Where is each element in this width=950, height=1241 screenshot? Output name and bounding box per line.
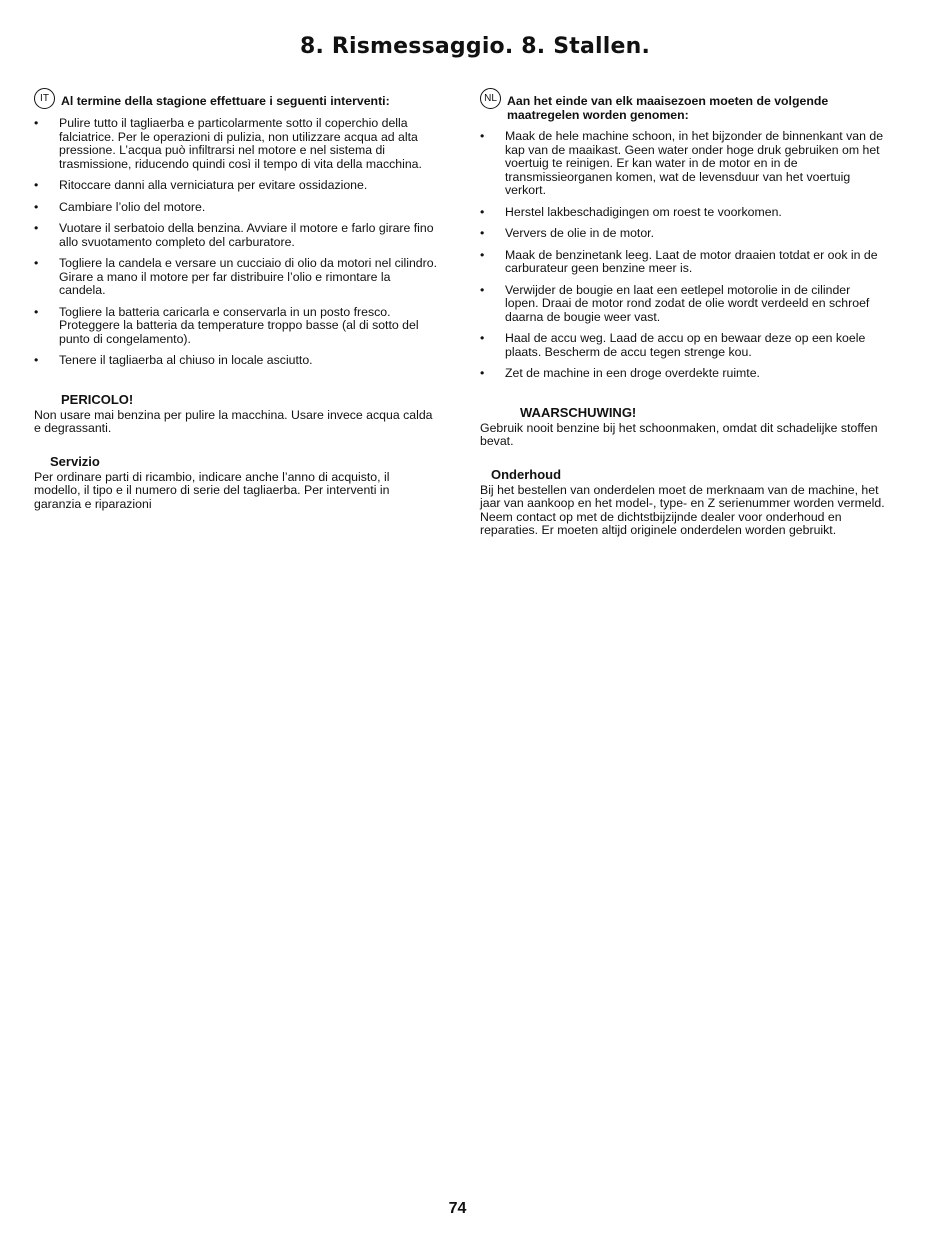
list-item [480,284,886,325]
list-item-text: Togliere la candela e versare un cucciaio di olio da motori nel cilindro. Girare a mano il motore per far distribuire l’olio e rimontare la candela. [59,256,437,297]
italian-intro-text: Al termine della stagione effettuare i seguenti interventi: [61,94,390,108]
list-item-text: Maak de hele machine schoon, in het bijzonder de binnenkant van de kap van de maaikast. Geen water onder hoge druk gebruiken om het voertuig te reinigen. Er kan water in de motor en in de transmissieorganen komen, wat de levensduur van het voertuig verkort. [505,129,884,197]
list-item-text: Verwijder de bougie en laat een eetlepel motorolie in de cilinder lopen. Draai de motor rond zodat de olie wordt verdeeld en schroef daarna de bougie weer vast. [505,282,870,324]
maintenance-text: Bij het bestellen van onderdelen moet de merknaam van de machine, het jaar van aankoop en het model-, type- en Z serienummer worden vermeld. Neem contact op met de dichtstbijzijnde dealer voor onderhoud en reparaties. Er moeten altijd originele onderdelen worden gebruikt. [480,482,885,537]
bullet-icon: • [34,199,39,214]
bullet-icon: • [34,353,39,367]
bullet-icon: • [34,178,39,192]
danger-heading: PERICOLO! [61,391,134,407]
bullet-icon: • [480,226,485,240]
dutch-intro [480,88,886,122]
danger-text: Non usare mai benzina per pulire la macchina. Usare invece acqua calda e degrassanti. [34,407,433,435]
list-item [34,257,438,298]
bullet-icon: • [34,116,39,130]
maintenance-heading: Onderhoud [491,466,562,482]
list-item-text: Zet de machine in een droge overdekte ruimte. [505,366,760,380]
language-badge-it: IT [34,88,55,109]
page-number: 74 [448,1200,467,1217]
italian-column [34,88,438,511]
service-heading: Servizio [50,453,100,469]
list-item [480,206,886,220]
list-item-text: Cambiare l’olio del motore. [59,199,206,214]
list-item-text: Ververs de olie in de motor. [505,226,655,240]
list-item [480,130,886,198]
bullet-icon: • [34,304,39,319]
list-item [34,201,438,215]
bullet-icon: • [480,331,485,345]
service-text: Per ordinare parti di ricambio, indicare anche l’anno di acquisto, il modello, il tipo e il numero di serie del tagliaerba. Per interventi in garanzia e riparazioni [34,469,390,511]
dutch-column [480,88,886,538]
list-item-text: Tenere il tagliaerba al chiuso in locale asciutto. [59,353,313,367]
warning-text: Gebruik nooit benzine bij het schoonmaken, omdat dit schadelijke stoffen bevat. [480,420,878,448]
bullet-icon: • [34,221,39,235]
bullet-icon: • [480,282,485,297]
list-item-text: Ritoccare danni alla verniciatura per evitare ossidazione. [59,178,368,192]
list-item-text: Vuotare il serbatoio della benzina. Avviare il motore e farlo girare fino allo svuotamento completo del carburatore. [59,221,434,249]
list-item [34,222,438,249]
dutch-bullet-list [480,130,886,381]
bullet-icon: • [480,204,485,219]
language-badge-nl: NL [480,88,501,109]
list-item-text: Herstel lakbeschadigingen om roest te voorkomen. [505,204,782,219]
bullet-icon: • [480,366,485,380]
list-item [34,179,438,193]
bullet-icon: • [34,256,39,270]
warning-heading: WAARSCHUWING! [520,404,637,420]
list-item-text: Pulire tutto il tagliaerba e particolarmente sotto il coperchio della falciatrice. Per le operazioni di pulizia, non utilizzare acqua ad alta pressione. L’acqua può infiltrarsi nel motore e nel sistema di trasmissione, riducendo quindi così il tempo di vita della macchina. [59,116,422,171]
bullet-icon: • [480,129,485,143]
list-item [480,249,886,276]
list-item [480,332,886,359]
list-item [34,306,438,347]
bullet-icon: • [480,247,485,262]
dutch-intro-text: Aan het einde van elk maaisezoen moeten de volgende maatregelen worden genomen: [507,94,829,122]
list-item-text: Togliere la batteria caricarla e conservarla in un posto fresco. Proteggere la batteria da temperature troppo basse (al di sotto del punto di congelamento). [59,304,419,346]
list-item [480,227,886,241]
list-item [34,117,438,171]
italian-intro [34,88,438,109]
list-item [480,367,886,381]
page-title: 8. Rismessaggio. 8. Stallen. [299,34,651,59]
italian-bullet-list [34,117,438,368]
list-item-text: Haal de accu weg. Laad de accu op en bewaar deze op een koele plaats. Bescherm de accu tegen strenge kou. [505,331,866,359]
list-item [34,354,438,368]
list-item-text: Maak de benzinetank leeg. Laat de motor draaien totdat er ook in de carburateur geen benzine meer is. [505,247,878,275]
